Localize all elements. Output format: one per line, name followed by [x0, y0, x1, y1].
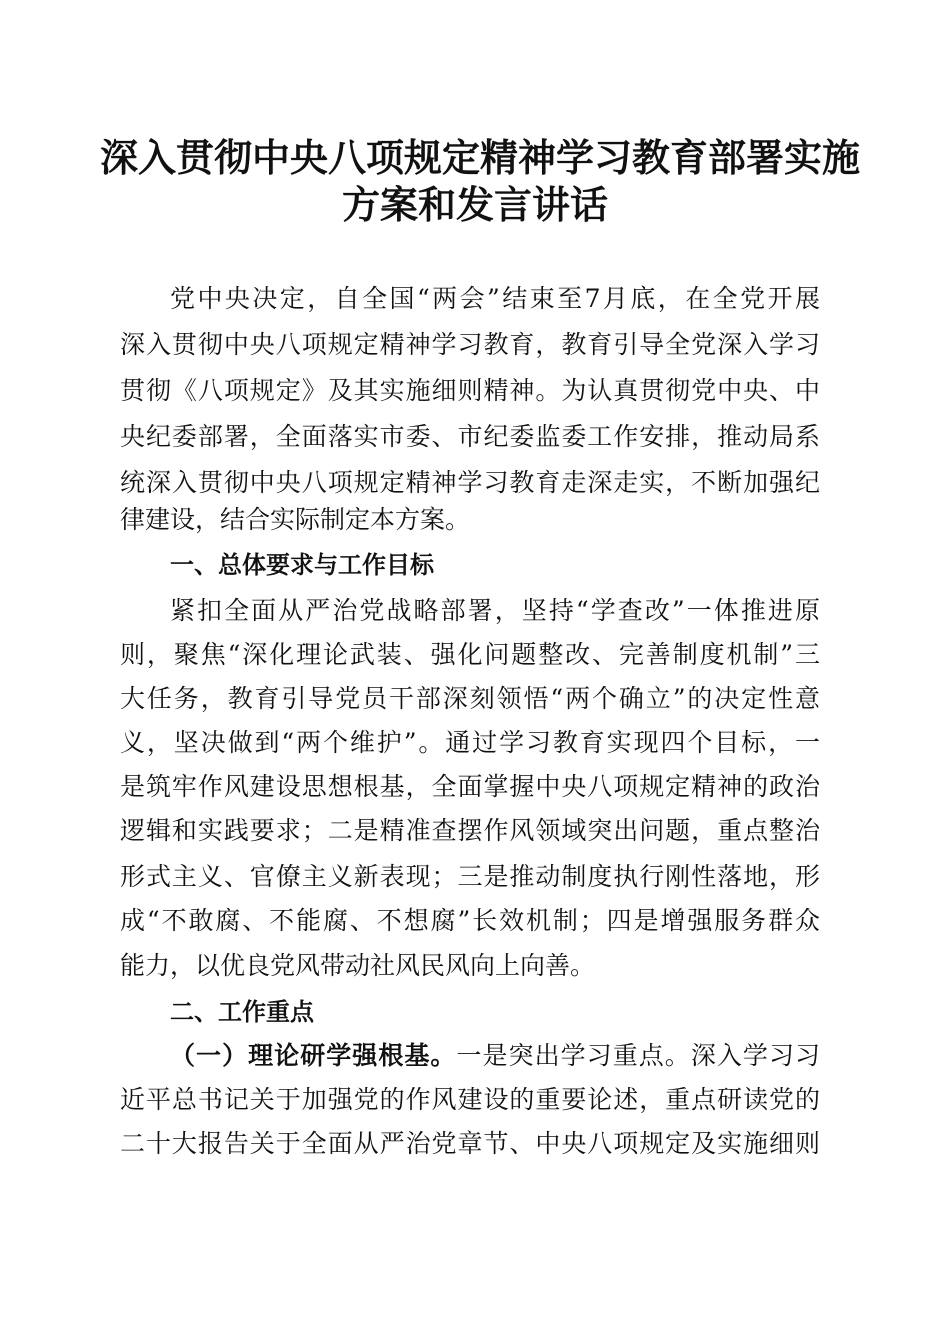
document-title-line-2: 方案和发言讲话 — [341, 182, 608, 227]
section-1-line-5: 是筑牢作风建设思想根基，全面掌握中央八项规定精神的政治 — [120, 772, 820, 801]
intro-line-5: 统深入贯彻中央八项规定精神学习教育走深走实，不断加强纪 — [120, 468, 820, 497]
subsection-1-line-1 — [170, 1033, 820, 1079]
subsection-1-line-3: 二十大报告关于全面从严治党章节、中央八项规定及实施细则 — [120, 1129, 820, 1158]
section-1-line-9: 能力，以优良党风带动社风民风向上向善。 — [120, 951, 596, 980]
section-1-line-7: 形式主义、官僚主义新表现；三是推动制度执行刚性落地，形 — [120, 862, 820, 891]
intro-line-2: 深入贯彻中央八项规定精神学习教育，教育引导全党深入学习 — [120, 330, 820, 359]
section-1-line-6: 逻辑和实践要求；二是精准查摆作风领域突出问题，重点整治 — [120, 816, 820, 845]
subsection-1-label: （一）理论研学强根基。 — [170, 1041, 457, 1070]
section-1-line-3: 大任务，教育引导党员干部深刻领悟“两个确立”的决定性意 — [120, 684, 820, 713]
subsection-1-first-text: 一是突出学习重点。深入学习习 — [456, 1041, 820, 1070]
section-1-line-1: 紧扣全面从严治党战略部署，坚持“学查改”一体推进原 — [170, 596, 820, 625]
section-1-line-2: 则，聚焦“深化理论武装、强化问题整改、完善制度机制”三 — [120, 640, 820, 669]
subsection-1-line-2: 近平总书记关于加强党的作风建设的重要论述，重点研读党的 — [120, 1085, 820, 1114]
section-2-heading: 二、工作重点 — [170, 998, 314, 1026]
intro-line-6: 律建设，结合实际制定本方案。 — [120, 505, 471, 534]
section-1-line-8: 成“不敢腐、不能腐、不想腐”长效机制；四是增强服务群众 — [120, 906, 820, 935]
document-title-line-1: 深入贯彻中央八项规定精神学习教育部署实施 — [100, 135, 861, 180]
section-1-heading: 一、总体要求与工作目标 — [170, 551, 434, 579]
section-1-line-4: 义，坚决做到“两个维护”。通过学习教育实现四个目标，一 — [120, 728, 820, 757]
intro-line-4: 央纪委部署，全面落实市委、市纪委监委工作安排，推动局系 — [120, 422, 820, 451]
intro-line-1: 党中央决定，自全国“两会”结束至7月底，在全党开展 — [170, 284, 820, 313]
intro-line-3: 贯彻《八项规定》及其实施细则精神。为认真贯彻党中央、中 — [120, 376, 820, 405]
